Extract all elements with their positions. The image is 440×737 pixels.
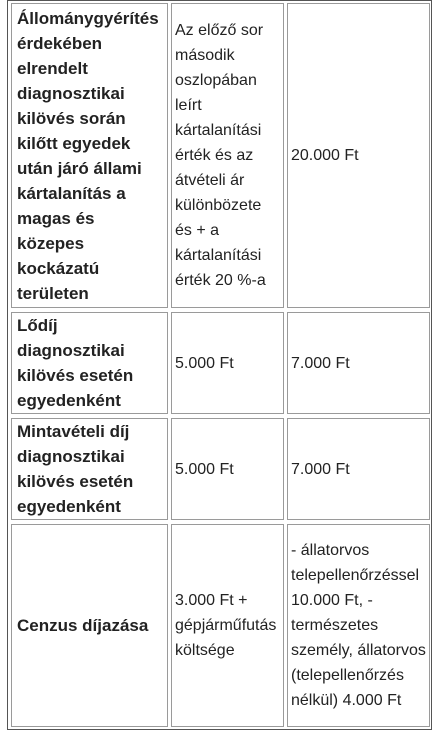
value-1: 5.000 Ft bbox=[175, 354, 234, 372]
row-label: Mintavételi díj diagnosztikai kilövés esetén egyedenként bbox=[17, 422, 134, 516]
value-cell-1 bbox=[171, 312, 284, 414]
fee-table bbox=[7, 0, 432, 730]
row-label: Állománygyérítés érdekében elrendelt diagnosztikai kilövés során kilőtt egyedek után járó állami kártalanítás a magas és közepes kockázatú területen bbox=[17, 8, 159, 303]
value-cell-1 bbox=[171, 524, 284, 727]
table-row bbox=[8, 310, 431, 416]
value-cell-1 bbox=[171, 418, 284, 520]
row-label-cell bbox=[11, 312, 168, 414]
value-2: 20.000 Ft bbox=[291, 147, 359, 164]
value-1: 3.000 Ft + gépjárműfutás költsége bbox=[175, 592, 277, 659]
value-cell-1 bbox=[171, 3, 284, 308]
value-cell-2 bbox=[287, 312, 430, 414]
table-row bbox=[8, 522, 431, 729]
row-label-cell bbox=[11, 418, 168, 520]
value-cell-2 bbox=[287, 3, 430, 308]
row-label-cell bbox=[11, 3, 168, 308]
value-cell-2 bbox=[287, 418, 430, 520]
table-row bbox=[8, 416, 431, 522]
row-label: Cenzus díjazása bbox=[17, 616, 149, 635]
value-2: 7.000 Ft bbox=[291, 460, 350, 478]
row-label: Lődíj diagnosztikai kilövés esetén egyedenként bbox=[17, 316, 134, 410]
value-2: 7.000 Ft bbox=[291, 354, 350, 372]
value-cell-2 bbox=[287, 524, 430, 727]
table-row bbox=[8, 1, 431, 310]
row-label-cell bbox=[11, 524, 168, 727]
value-2: - állatorvos telepellenőrzéssel 10.000 Ft, - természetes személy, állatorvos (telepellenőrzés nélkül) 4.000 Ft bbox=[291, 542, 426, 709]
value-1: Az előző sor második oszlopában leírt kártalanítási érték és az átvételi ár különbözete és + a kártalanítási érték 20 %-a bbox=[175, 22, 266, 289]
value-1: 5.000 Ft bbox=[175, 460, 234, 478]
